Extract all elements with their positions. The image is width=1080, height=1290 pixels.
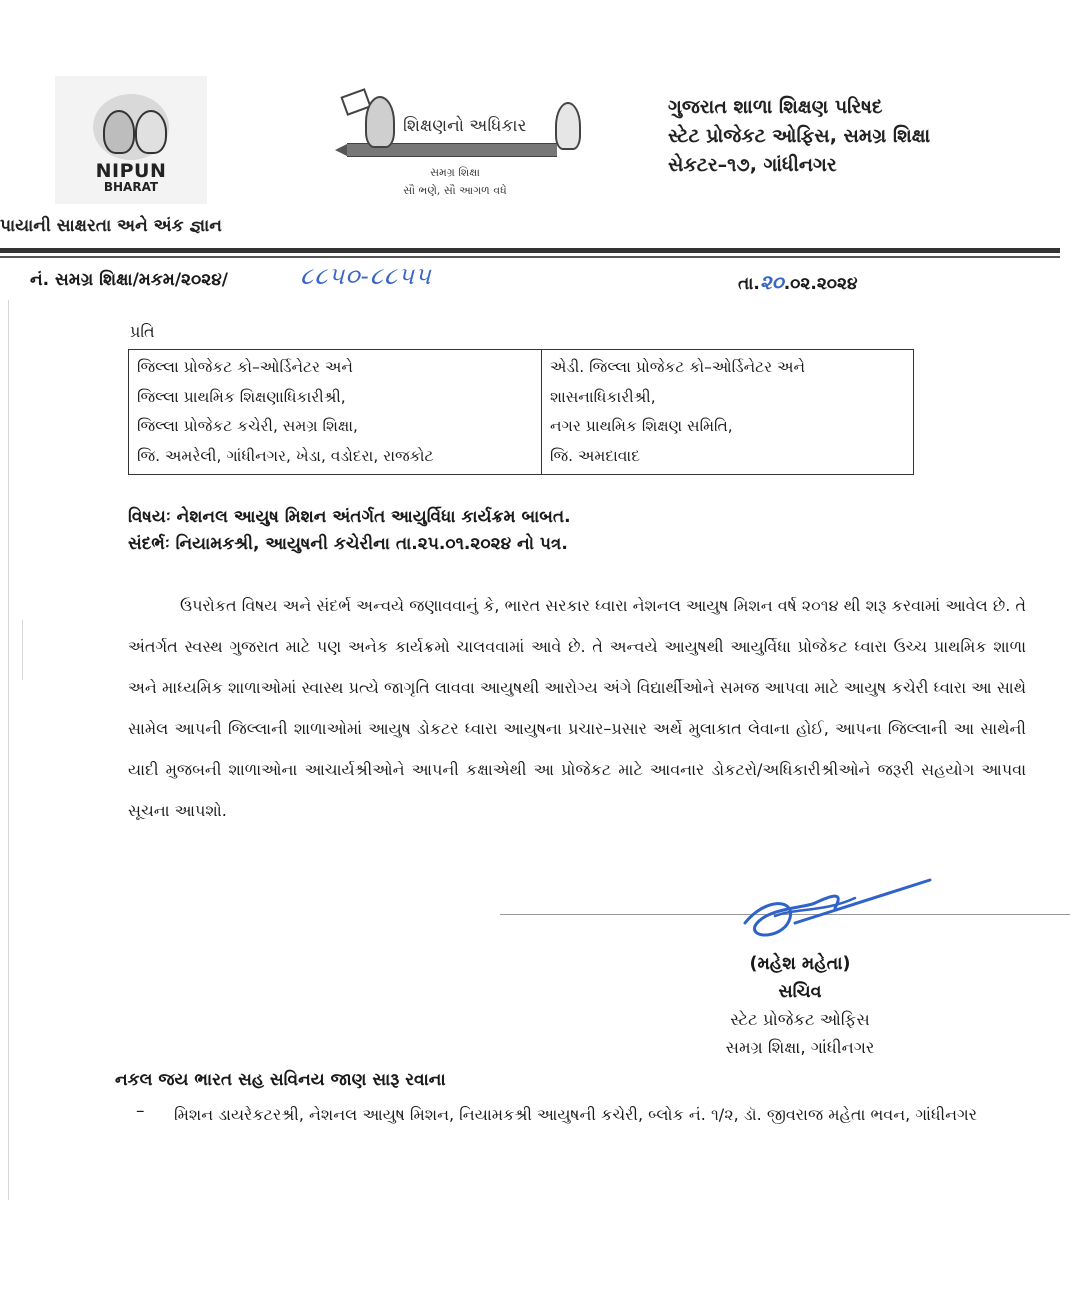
ssa-logo-title: શિક્ષણનો અધિકાર: [403, 116, 527, 136]
recipient-line: શાસનાધિકારીશ્રી,: [550, 387, 656, 406]
recipient-line: જિલ્લા પ્રોજેકટ કચેરી, સમગ્ર શિક્ષા,: [137, 417, 358, 435]
recipients-table: [128, 349, 914, 475]
ssa-logo-motto: સૌ ભણે, સૌ આગળ વધે: [403, 184, 507, 197]
recipient-line: જિલ્લા પ્રોજેકટ કો–ઓર્ડિનેટર અને: [137, 358, 353, 376]
samagra-shiksha-logo: [335, 88, 575, 208]
recipients-label: પ્રતિ: [130, 322, 155, 341]
date-suffix: .૦૨.૨૦૨૪: [783, 274, 858, 294]
nipun-bharat-logo: [55, 76, 207, 204]
signatory-office: સ્ટેટ પ્રોજેકટ ઓફિસ: [730, 1010, 870, 1029]
reference-line: સંદર્ભઃ નિયામકશ્રી, આયુષની કચેરીના તા.૨૫.૦૧.૨૦૨૪ નો પત્ર.: [128, 534, 568, 554]
subject-line: વિષયઃ નેશનલ આયુષ મિશન અંતર્ગત આયુર્વિધા કાર્યક્રમ બાબત.: [128, 507, 571, 527]
copy-to-bullet: –: [136, 1101, 145, 1121]
header-divider: [0, 256, 1060, 258]
date-day-handwritten: ૨૦: [759, 270, 784, 294]
header-divider: [0, 248, 1060, 253]
girl-figure-icon: [365, 96, 395, 148]
org-line: ગુજરાત શાળા શિક્ષણ પરિષદ: [668, 96, 883, 118]
recipient-line: જિ. અમદાવાદ: [550, 446, 640, 465]
signatory-block: [680, 950, 920, 1062]
ssa-logo-subtitle: સમગ્ર શિક્ષા: [430, 166, 480, 179]
org-line: સ્ટેટ પ્રોજેકટ ઓફિસ, સમગ્ર શિક્ષા: [668, 125, 931, 147]
recipient-line: જિ. અમરેલી, ગાંધીનગર, ખેડા, વડોદરા, રાજકોટ: [137, 446, 434, 465]
signature-icon: [735, 878, 935, 948]
reference-number-handwritten: ૮૮૫૦-૮૮૫૫: [300, 262, 432, 290]
nipun-tagline: પાયાની સાક્ષરતા અને અંક જ્ઞાન: [0, 216, 222, 236]
recipients-right-cell: [542, 350, 914, 475]
scan-artifact: [22, 620, 23, 680]
reference-number-label: નં. સમગ્ર શિક્ષા/મકમ/૨૦૨૪/: [30, 270, 228, 290]
nipun-logo-line1: NIPUN: [95, 160, 167, 182]
child-figure-icon: [135, 110, 167, 154]
subject-block: [128, 504, 571, 558]
recipient-line: નગર પ્રાથમિક શિક્ષણ સમિતિ,: [550, 417, 733, 435]
signatory-location: સમગ્ર શિક્ષા, ગાંધીનગર: [725, 1038, 875, 1057]
nipun-logo-line2: BHARAT: [103, 180, 159, 194]
recipients-left-cell: [129, 350, 542, 475]
copy-to-item: મિશન ડાયરેકટરશ્રી, નેશનલ આયુષ મિશન, નિયામકશ્રી આયુષની કચેરી, બ્લોક નં. ૧/૨, ડૉ. જીવરાજ મહેતા ભવન, ગાંધીનગર: [174, 1105, 977, 1124]
recipient-line: એડી. જિલ્લા પ્રોજેકટ કો–ઓર્ડિનેટર અને: [550, 358, 806, 376]
copy-to-heading: નકલ જય ભારત સહ સવિનય જાણ સારૂ રવાના: [115, 1070, 446, 1090]
date-prefix: તા.: [738, 274, 760, 294]
signatory-name: (મહેશ મહેતા): [749, 954, 851, 974]
body-paragraph: ઉપરોકત વિષય અને સંદર્ભ અન્વયે જણાવવાનું કે, ભારત સરકાર ધ્વારા નેશનલ આયુષ મિશન વર્ષ ૨૦૧૪ થી શરૂ કરવામાં આવેલ છે. તે અંતર્ગત સ્વસ્થ ગુજરાત માટે પણ અનેક કાર્યક્રમો ચાલવવામાં આવે છે. તે અન્વયે આયુષથી આયુર્વિધા પ્રોજેકટ ધ્વારા ઉચ્ચ પ્રાથમિક શાળા અને માધ્યમિક શાળાઓમાં સ્વાસ્થ પ્રત્યે જાગૃતિ લાવવા આયુષથી આરોગ્ય અંગે વિદ્યાર્થીઓને સમજ આપવા માટે આયુષ કચેરી ધ્વારા આ સાથે સામેલ આપની જિલ્લાની શાળાઓમાં આયુષ ડોકટર ધ્વારા આયુષના પ્રચાર–પ્રસાર અર્થે મુલાકાત લેવાના હોઈ, આપના જિલ્લાની આ સાથેની યાદી મુજબની શાળાઓના આચાર્યશ્રીઓને આપની કક્ષાએથી આ પ્રોજેકટ માટે આવનાર ડોકટરો/અધિકારીશ્રીઓને જરૂરી સહયોગ આપવા સૂચના આપશો.: [128, 596, 1026, 820]
recipient-line: જિલ્લા પ્રાથમિક શિક્ષણાધિકારીશ્રી,: [137, 387, 346, 406]
child-figure-icon: [103, 110, 135, 154]
org-line: સેકટર–૧૭, ગાંધીનગર: [668, 154, 837, 176]
boy-figure-icon: [555, 102, 581, 150]
signatory-designation: સચિવ: [778, 982, 822, 1002]
organization-address: [668, 93, 930, 180]
letter-date: [738, 270, 858, 294]
scan-artifact: [8, 300, 9, 1200]
letter-body: [128, 585, 1026, 831]
